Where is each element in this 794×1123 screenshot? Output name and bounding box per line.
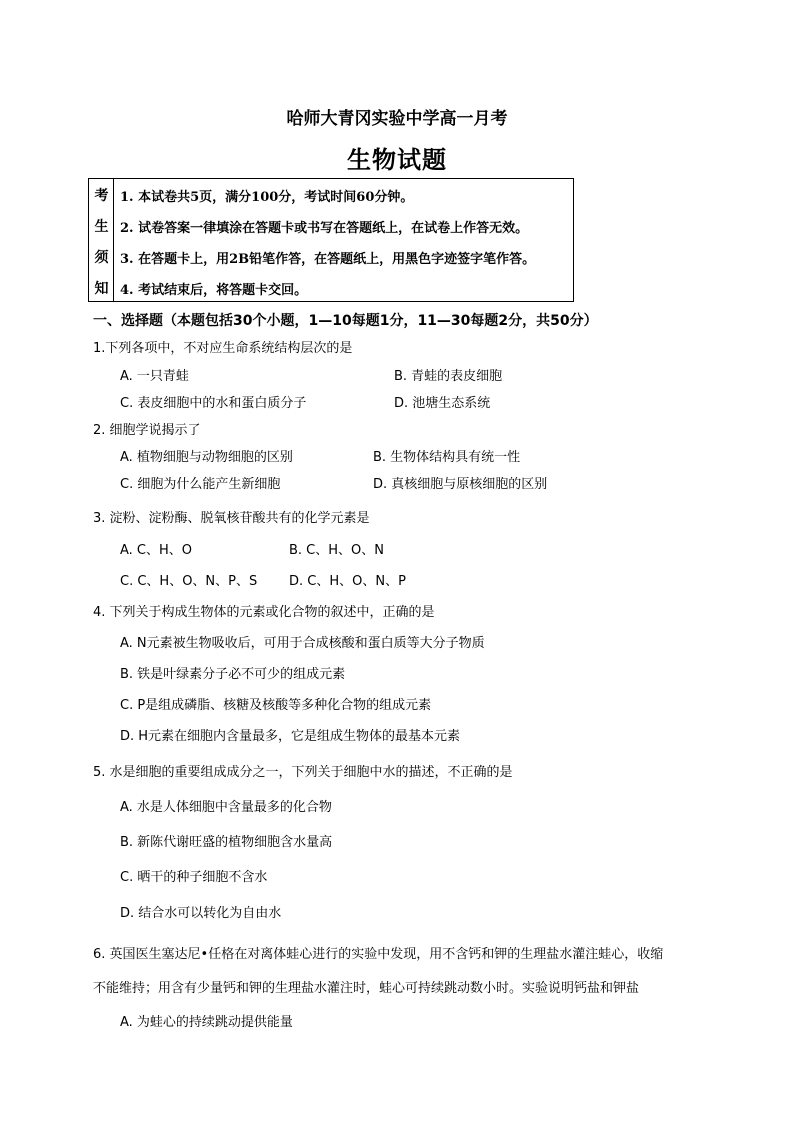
question-option: C. 表皮细胞中的水和蛋白质分子 [120, 396, 307, 411]
section-heading: 一、选择题（本题包括30个小题，1—10每题1分，11—30每题2分，共50分） [93, 313, 598, 329]
question-option: D. H元素在细胞内含量最多，它是组成生物体的最基本元素 [120, 729, 461, 744]
notice-side-char: 须 [94, 250, 109, 266]
notice-item: 2. 试卷答案一律填涂在答题卡或书写在答题纸上，在试卷上作答无效。 [120, 221, 529, 236]
question-option: B. 生物体结构具有统一性 [373, 450, 521, 465]
question-option: C. P是组成磷脂、核糖及核酸等多种化合物的组成元素 [120, 698, 432, 713]
exam-notice-box [88, 178, 574, 302]
notice-side-label [89, 179, 114, 301]
question-option: D. C、H、O、N、P [289, 574, 406, 589]
question-stem-line: 不能维持；用含有少量钙和钾的生理盐水灌注时，蛙心可持续跳动数小时。实验说明钙盐和钾盐 [93, 981, 640, 996]
notice-side-char: 生 [94, 219, 109, 235]
question-option: C. C、H、O、N、P、S [120, 574, 258, 589]
question-option: A. 为蛙心的持续跳动提供能量 [120, 1015, 293, 1030]
question-stem: 2. 细胞学说揭示了 [93, 423, 201, 438]
notice-side-char: 考 [94, 188, 109, 204]
question-option: B. 青蛙的表皮细胞 [394, 369, 503, 384]
question-option: D. 结合水可以转化为自由水 [120, 906, 282, 921]
question-option: B. 新陈代谢旺盛的植物细胞含水量高 [120, 835, 333, 850]
question-stem: 3. 淀粉、淀粉酶、脱氧核苷酸共有的化学元素是 [93, 511, 370, 526]
question-option: A. 一只青蛙 [120, 369, 189, 384]
question-option: C. 细胞为什么能产生新细胞 [120, 477, 281, 492]
question-option: D. 真核细胞与原核细胞的区别 [373, 477, 548, 492]
question-stem-line: 6. 英国医生塞达尼•任格在对离体蛙心进行的实验中发现，用不含钙和钾的生理盐水灌注蛙心，收缩 [93, 947, 664, 962]
notice-side-char: 知 [94, 281, 109, 297]
question-stem: 4. 下列关于构成生物体的元素或化合物的叙述中，正确的是 [93, 605, 435, 620]
question-option: A. N元素被生物吸收后，可用于合成核酸和蛋白质等大分子物质 [120, 636, 485, 651]
question-stem: 1.下列各项中，不对应生命系统结构层次的是 [93, 341, 353, 356]
question-option: B. 铁是叶绿素分子必不可少的组成元素 [120, 667, 346, 682]
question-option: C. 晒干的种子细胞不含水 [120, 870, 268, 885]
question-option: A. 水是人体细胞中含量最多的化合物 [120, 800, 332, 815]
notice-item: 3. 在答题卡上，用2B铅笔作答，在答题纸上，用黑色字迹签字笔作答。 [120, 252, 536, 267]
question-option: D. 池塘生态系统 [394, 396, 491, 411]
question-stem: 5. 水是细胞的重要组成成分之一，下列关于细胞中水的描述，不正确的是 [93, 765, 513, 780]
notice-item: 1. 本试卷共5页，满分100分，考试时间60分钟。 [120, 190, 414, 205]
question-option: B. C、H、O、N [289, 543, 384, 558]
notice-item: 4. 考试结束后，将答题卡交回。 [120, 283, 308, 298]
question-option: A. 植物细胞与动物细胞的区别 [120, 450, 293, 465]
exam-subject-title: 生物试题 [347, 145, 447, 174]
school-title: 哈师大青冈实验中学高一月考 [286, 109, 508, 129]
question-option: A. C、H、O [120, 543, 193, 558]
